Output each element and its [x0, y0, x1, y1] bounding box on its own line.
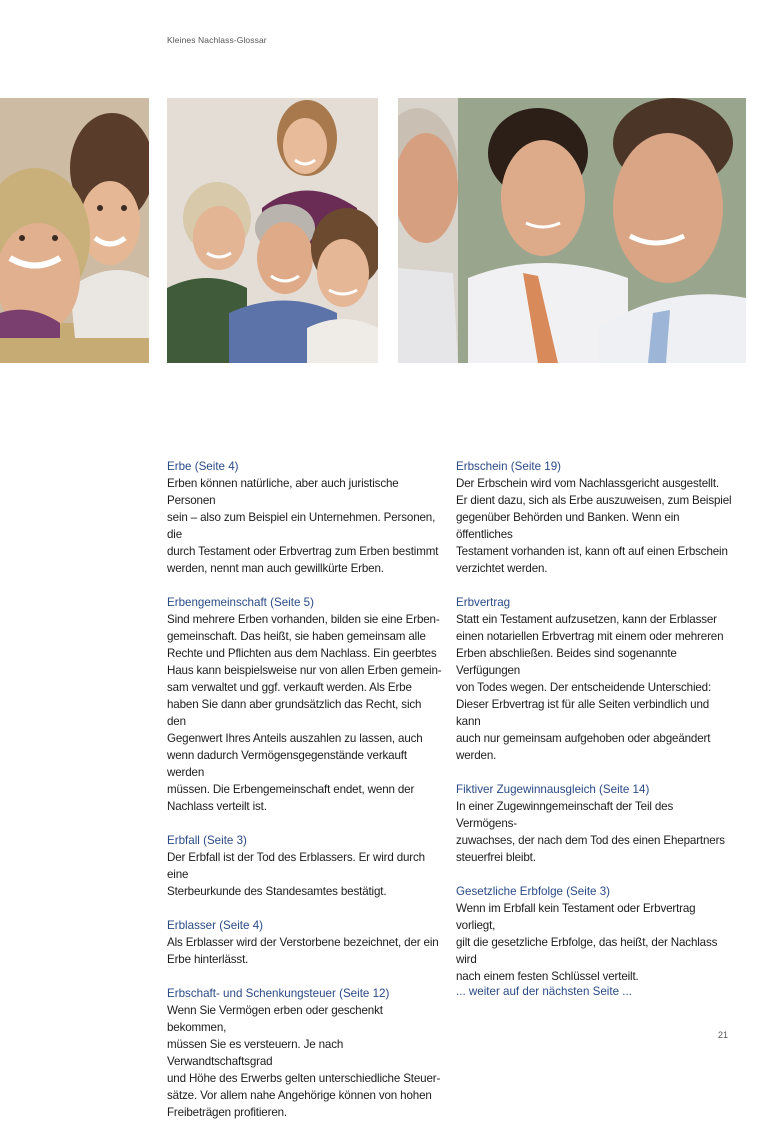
glossary-entry-erbfall — [167, 832, 443, 900]
glossary-term: Erbfall (Seite 3) — [167, 834, 247, 847]
glossary-definition: Sind mehrere Erben vorhanden, bilden sie eine Erben- gemeinschaft. Das heißt, sie haben gemeinsam alle Rechte und Pflichten aus dem Nachlass. Ein geerbtes Haus kann beispielsweise nur von allen Erben gemein- sam verwaltet und ggf. verkauft werden. Als Erbe haben Sie dann aber grundsätzlich das Recht, sich den Gegenwert Ihres Anteils auszahlen zu lassen, auch wenn dadurch Vermögensgegenstände verkauft werden müssen. Die Erbengemeinschaft endet, wenn der Nachlass verteilt ist. — [167, 613, 442, 813]
glossary-term: Erbschein (Seite 19) — [456, 460, 562, 473]
glossary-column-left — [167, 458, 443, 1138]
glossary-definition: Der Erbfall ist der Tod des Erblassers. Er wird durch eine Sterbeurkunde des Standesamtes bestätigt. — [167, 851, 425, 898]
photo-grandmother-granddaughter — [0, 98, 149, 363]
glossary-term: Erbvertrag — [456, 596, 511, 609]
glossary-definition: Statt ein Testament aufzusetzen, kann der Erblasser einen notariellen Erbvertrag mit einem oder mehreren Erben abschließen. Beides sind sogenannte Verfügungen von Todes wegen. Der entscheidende Unterschied: Dieser Erbvertrag ist für alle Seiten verbindlich und kann auch nur gemeinsam aufgehoben oder abgeändert werden. — [456, 613, 724, 762]
glossary-definition: Wenn Sie Vermögen erben oder geschenkt bekommen, müssen Sie es versteuern. Je nach Verwandtschaftsgrad und Höhe des Erwerbs gelten unterschiedliche Steuer- sätze. Vor allem nahe Angehörige können von hohen Freibeträgen profitieren. — [167, 1004, 441, 1119]
glossary-term: Erbschaft- und Schenkungsteuer (Seite 12) — [167, 987, 390, 1000]
glossary-entry-erbvertrag — [456, 594, 732, 764]
glossary-term: Erbe (Seite 4) — [167, 460, 239, 473]
glossary-entry-erbschaftsteuer — [167, 985, 443, 1121]
glossary-term: Erbengemeinschaft (Seite 5) — [167, 596, 314, 609]
glossary-definition: Der Erbschein wird vom Nachlassgericht ausgestellt. Er dient dazu, sich als Erbe auszuweisen, zum Beispiel gegenüber Behörden und Banken. Wenn ein öffentliches Testament vorhanden ist, kann oft auf einen Erbschein verzichtet werden. — [456, 477, 732, 575]
glossary-definition: In einer Zugewinngemeinschaft der Teil des Vermögens- zuwachses, der nach dem Tod des einen Ehepartners steuerfrei bleibt. — [456, 800, 725, 864]
glossary-entry-erbe — [167, 458, 443, 577]
glossary-definition: Erben können natürliche, aber auch juristische Personen sein – also zum Beispiel ein Unternehmen. Personen, die durch Testament oder Erbvertrag zum Erben bestimmt werden, nennt man auch gewillkürte Erben. — [167, 477, 439, 575]
photo-family-three-generations — [167, 98, 378, 363]
glossary-definition: Als Erblasser wird der Verstorbene bezeichnet, der ein Erbe hinterlässt. — [167, 936, 439, 966]
continue-note: ... weiter auf der nächsten Seite ... — [456, 985, 632, 998]
glossary-term: Erblasser (Seite 4) — [167, 919, 264, 932]
running-title: Kleines Nachlass-Glossar — [167, 35, 267, 45]
page-number: 21 — [718, 1030, 729, 1040]
glossary-entry-gesetzliche-erbfolge — [456, 883, 732, 985]
photo-grandfather-father-son — [398, 98, 746, 363]
glossary-entry-erblasser — [167, 917, 443, 968]
glossary-term: Fiktiver Zugewinnausgleich (Seite 14) — [456, 783, 650, 796]
glossary-entry-zugewinnausgleich — [456, 781, 732, 866]
glossary-column-right — [456, 458, 732, 1002]
glossary-definition: Wenn im Erbfall kein Testament oder Erbvertrag vorliegt, gilt die gesetzliche Erbfolge, das heißt, der Nachlass wird nach einem festen Schlüssel verteilt. — [456, 902, 718, 983]
glossary-entry-erbengemeinschaft — [167, 594, 443, 815]
glossary-entry-erbschein — [456, 458, 732, 577]
glossary-term: Gesetzliche Erbfolge (Seite 3) — [456, 885, 611, 898]
